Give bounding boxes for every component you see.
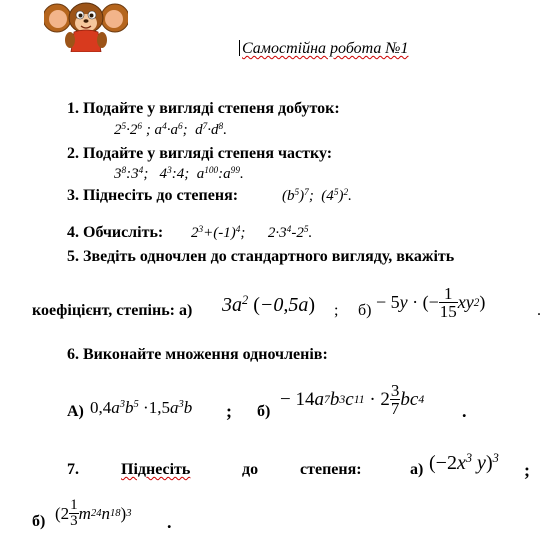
task-7-word-3 (300, 461, 362, 479)
task-7-word-1 (121, 461, 190, 479)
page-title (242, 40, 409, 58)
task-1-label-text: 1. Подайте у вигляді степеня добуток: (67, 100, 340, 117)
cheburashka-image (44, 0, 128, 52)
task-6-part-a-text: А) (67, 403, 84, 420)
task-6-part-b (257, 403, 270, 421)
task-1-expressions: $2^5\cdot 2^6$ ; $a^4\cdot a^6$; $d^7\cdot d^8$. (114, 121, 227, 138)
task-1-label (67, 100, 340, 118)
task-7-period: . (167, 512, 172, 532)
task-6-label-text: 6. Виконайте множення одночленів: (67, 346, 328, 363)
task-3-label-text: 3. Піднесіть до степеня: (67, 187, 239, 204)
task-5-separator: ; (334, 302, 339, 319)
task-2-expressions: $3^8:3^4$; $4^3:4$; $a^{100}:a^{99}$. (114, 165, 244, 182)
task-4-label (67, 224, 163, 242)
task-6-period: . (462, 401, 467, 421)
task-2-label-text: 2. Подайте у вигляді степеня частку: (67, 145, 333, 162)
task-4-label-text: 4. Обчисліть: (67, 224, 164, 241)
task-7-expression-a: ($-2x^3$ y)$^3$ (429, 451, 499, 474)
task-3-label (67, 187, 238, 205)
task-7-word-2-text: до (242, 461, 259, 478)
task-5-expression-b: − 5 y · (− $\frac{1}{15}$ xy 2 ) (376, 284, 486, 321)
task-6-expression-a: $0,4a^3b^5 \cdot 1,5a^3b$ (90, 398, 193, 417)
task-6-part-b-text: б) (257, 403, 271, 420)
task-5-period: . (537, 302, 541, 319)
task-6-part-a (67, 403, 84, 421)
task-6-expression-b: − 14 a 7 b 3 c 11 · 2 $\frac{3}{7}$ bc 4 (280, 381, 425, 418)
task-3-expressions: $(b^5)^7$; $(4^5)^2$. (282, 187, 352, 204)
task-7-part-b-text: б) (32, 513, 46, 530)
task-7-number (67, 461, 79, 479)
task-7-number-text: 7. (67, 461, 79, 478)
task-7-word-2 (242, 461, 258, 479)
task-5-expression-a: $3a^2$ (−0,5a) (222, 293, 316, 316)
task-7-part-a-text: а) (410, 461, 424, 478)
task-7-word-1-text: Піднесіть (121, 461, 191, 478)
task-6-separator: ; (226, 401, 232, 421)
task-7-expression-b: (2 $\frac{1}{3}$ m 24 n 18 ) 3 (55, 497, 132, 529)
task-7-part-a (410, 461, 423, 479)
task-7-word-3-text: степеня: (300, 461, 362, 478)
task-5-part-b-text: б) (358, 302, 372, 319)
task-4-expressions: $2^3+(-1)^4$; $2\cdot 3^4-2^5$. (191, 224, 313, 241)
task-5-part-b (358, 302, 371, 320)
task-5-label-line1 (67, 248, 454, 266)
task-5-label-line1-text: 5. Зведіть одночлен до стандартного вигляду, вкажіть (67, 248, 455, 265)
task-5-label-line2 (32, 302, 192, 320)
text-cursor (239, 40, 240, 56)
page-title-text: Самостійна робота №1 (242, 40, 409, 57)
task-6-label (67, 346, 328, 364)
task-2-label (67, 145, 332, 163)
task-7-separator: ; (524, 460, 530, 480)
task-5-label-line2-text: коефіцієнт, степінь: а) (32, 302, 193, 319)
task-7-part-b (32, 513, 45, 531)
